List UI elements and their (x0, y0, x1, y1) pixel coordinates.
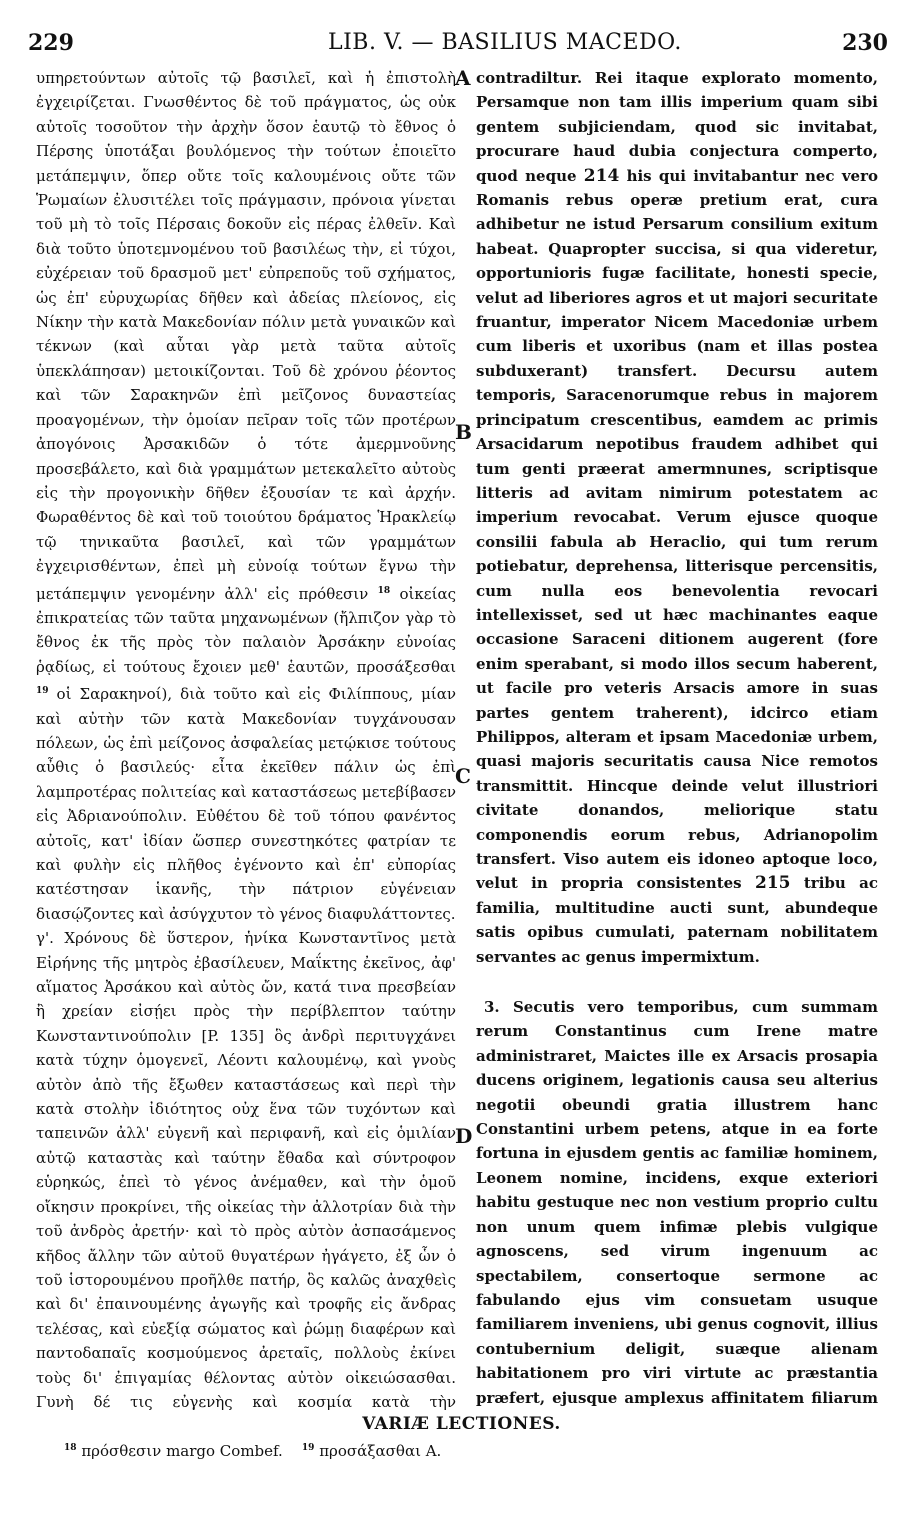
latin-text: tribu ac familia, multitudine aucti sunt, abundeque satis opibus cumulati, paternam nobilitatem servantes ac genus impermixtum. (476, 874, 878, 966)
latin-text: contradiltur. Rei itaque explorato momento, Persamque non tam illis imperium quam sibi gentem subjiciendam, quod sic invitabat, procurare haud dubia conjectura comperto, quod neque (476, 69, 878, 185)
greek-text: οἰκείας ἐπικρατείας τῶν ταῦτα μηχανωμένων (ἤλπιζον γὰρ τὸ ἔθνος ἐκ τῆς πρὸς τὸν παλαιὸν Ἀρσάκην εὐνοίας ῥᾳδίως, εἰ τούτους ἔχοιεν μεθ' ἑαυτῶν, προσάξεσθαι (36, 584, 456, 676)
margin-marker-a: A (455, 66, 471, 90)
margin-marker-d: D (455, 1124, 473, 1148)
latin-text: 3. Secutis vero temporibus, cum summam rerum Constantinus cum Irene matre administraret, Maictes ille ex Arsacis prosapia ducens originem, legationis causa seu alterius negotii obeundi gratia illustrem hanc Constantini urbem petens, atque in ea forte fortuna in ejusdem gentis ac familiæ hominem, Leonem nomine, incidens, exque exteriori habitu gestuque nec non vestium proprio cultu non unum quem infimæ plebis vulgique agnoscens, sed virum ingenuum ac spectabilem, consertoque sermone ac fabulando ejus vim consuetam usuque familiarem inveniens, ubi genus cognovit, illius contubernium deligit, suæque alienam habitationem pro viri virtute ac præstantia præfert, ejusque amplexus affinitatem filiarum (476, 998, 878, 1407)
footnote-mark: 19 (36, 686, 49, 697)
reference-number: 215 (754, 873, 791, 894)
greek-text: οἱ Σαρακηνοί), διὰ τοῦτο καὶ εἰς Φιλίππους, μίαν καὶ αὐτὴν τῶν κατὰ Μακεδονίαν τυγχάνουσαν πόλεων, ὡς ἐπὶ μείζονος ἀσφαλείας μετῴκισε τούτους αὖθις ὁ βασιλεύς· εἶτα ἐκεῖθεν πάλιν ὡς ἐπὶ λαμπροτέρας πολιτείας καὶ καταστάσεως μετεβίβασεν εἰς Ἀδριανούπολιν. Εὐθέτου δὲ τοῦ τόπου φανέντος αὐτοῖς, κατ' ἰδίαν ὥσπερ συνεστηκότες φατρίαν τε καὶ φυλὴν εἰς πλῆθος ἐγένοντο καὶ ἐπ' εὐπορίας κατέστησαν ἱκανῆς, τὴν πάτριον εὐγένειαν διασῴζοντες καὶ ἀσύγχυτον τὸ γένος διαφυλάττοντες. (36, 685, 456, 923)
latin-column (476, 66, 878, 1412)
page-number-left: 229 (28, 30, 74, 56)
latin-paragraph-1 (476, 66, 878, 969)
running-title: LIB. V. — BASILIUS MACEDO. (328, 30, 682, 55)
latin-text: his qui invitabantur nec vero Romanis rebus operæ pretium erat, cura adhibetur ne istud Persarum consilium exitum habeat. Quapropter succisa, si qua videretur, opportunioris fugæ facilitate, honesti specie, velut ad liberiores agros et ut majori securitate fruantur, imperator Nicem Macedoniæ urbem cum liberis et uxoribus (nam et illas postea subduxerant) transfert. Decursu autem temporis, Saracenorumque rebus in majorem principatum crescentibus, eamdem ac primis Arsacidarum nepotibus fraudem adhibet qui tum genti præerat amermnunes, scriptisque litteris ad avitam nimirum potestatem ac imperium revocabat. Verum ejusce quoque consilii fabula ab Heraclio, qui tum rerum potiebatur, deprehensa, litterisque percensitis, cum nulla eos benevolentia revocari intellexisset, sed ut hæc machinantes eaque occasione Saraceni ditionem augerent (fore enim sperabant, si modo illos secum haberent, ut facile pro veteris Arsacis amore in suas partes gentem traherent), idcirco etiam Philippos, alteram et ipsam Macedoniæ urbem, quasi majoris securitatis causa Nice remotos transmittit. Hincque deinde velut illustriori civitate donandos, meliorique statu componendis eorum rebus, Adrianopolim transfert. Viso autem eis idoneo aptoque loco, velut in propria consistentes (476, 166, 878, 893)
greek-text: γ'. Χρόνους δὲ ὕστερον, ἡνίκα Κωνσταντῖνος μετὰ Εἰρήνης τῆς μητρὸς ἐβασίλευεν, Μαΐκτης ἐκεῖνος, ἀφ' αἵματος Ἀρσάκου καὶ αὐτὸς ὤν, κατά τινα πρεσβείαν ἢ χρείαν εἰσῄει πρὸς τὴν περίβλεπτον ταύτην Κωνσταντινούπολιν [P. 135] ὃς ἀνδρὶ περιτυγχάνει κατὰ τύχην ὁμογενεῖ, Λέοντι καλουμένῳ, καὶ γνοὺς αὐτὸν ἀπὸ τῆς ἔξωθεν καταστάσεως καὶ περὶ τὴν κατὰ στολὴν ἰδιότητος οὐχ ἕνα τῶν τυχόντων καὶ ταπεινῶν ἀλλ' εὐγενῆ καὶ περιφανῆ, καὶ εἰς ὁμιλίαν αὐτῷ καταστὰς καὶ ταύτην ἔθαδα καὶ σύντροφον εὑρηκώς, ἐπεὶ τὸ γένος ἀνέμαθεν, καὶ τὴν ὁμοῦ οἴκησιν προκρίνει, τῆς οἰκείας τὴν ἀλλοτρίαν διὰ τὴν τοῦ ἀνδρὸς ἀρετήν· καὶ τὸ πρὸς αὐτὸν ἀσπασάμενος κῆδος ἄλλην τῶν αὐτοῦ θυγατέρων ἠγάγετο, ἐξ ὧν ὁ τοῦ ἱστορουμένου προῆλθε πατήρ, ὃς καλῶς ἀναχθεὶς καὶ δι' ἐπαινουμένης ἀγωγῆς καὶ τροφῆς εἰς ἄνδρας τελέσας, καὶ εὐεξίᾳ σώματος καὶ ῥώμῃ διαφέρων καὶ παντοδαπαῖς κοσμούμενος ἀρεταῖς, πολλοὺς ἐκίνει τοὺς δι' ἐπιγαμίας θέλοντας αὐτὸν οἰκειώσασθαι. Γυνὴ δέ τις εὐγενὴς καὶ κοσμία κατὰ τὴν (36, 929, 456, 1411)
footnote-mark: 18 (377, 585, 391, 596)
footnote-text: προσάξασθαι A. (319, 1442, 442, 1460)
page-number-right: 230 (842, 30, 888, 56)
reference-number: 214 (583, 165, 620, 186)
footnote-text: πρόσθεσιν margo Combef. (81, 1442, 283, 1460)
running-header (28, 30, 888, 64)
greek-paragraph-1 (36, 66, 456, 926)
greek-paragraph-2 (36, 926, 456, 1412)
variae-lectiones-heading: VARIÆ LECTIONES. (362, 1414, 561, 1434)
paragraph-gap (476, 969, 878, 995)
footnote-mark: 19 (301, 1443, 315, 1453)
margin-marker-c: C (455, 764, 471, 788)
latin-paragraph-2 (476, 995, 878, 1412)
greek-text: υπηρετούντων αὐτοῖς τῷ βασιλεῖ, καὶ ἡ ἐπιστολὴ ἐγχειρίζεται. Γνωσθέντος δὲ τοῦ πράγματος, ὡς οὐκ αὐτοῖς τοσοῦτον τὴν ἀρχὴν ὅσον ἑαυτῷ τὸ ἔθνος ὁ Πέρσης ὑποτάξαι βουλόμενος τὴν τούτων ἐποιεῖτο μετάπεμψιν, ὅπερ οὔτε τοῖς καλουμένοις οὔτε τῶν Ῥωμαίων ἐλυσιτέλει τοῖς πράγμασιν, πρόνοια γίνεται τοῦ μὴ τὸ τοῖς Πέρσαις δοκοῦν εἰς πέρας ἐλθεῖν. Καὶ διὰ τοῦτο ὑποτεμνομένου τοῦ βασιλέως τὴν, εἰ τύχοι, εὐχέρειαν τοῦ δρασμοῦ μετ' εὐπρεποῦς τοῦ σχήματος, ὡς ἐπ' εὐρυχωρίας δῆθεν καὶ ἀδείας πλείονος, εἰς Νίκην τὴν κατὰ Μακεδονίαν πόλιν μετὰ γυναικῶν καὶ τέκνων (καὶ αὗται γὰρ μετὰ ταῦτα αὐτοῖς ὑπεκλάπησαν) μετοικίζονται. Τοῦ δὲ χρόνου ῥέοντος καὶ τῶν Σαρακηνῶν ἐπὶ μεῖζονος δυναστείας προαγομένων, τὴν ὁμοίαν πεῖραν τοῖς τῶν προτέρων ἀπογόνοις Ἀρσακιδῶν ὁ τότε ἀμερμνοῦνης προσεβάλετο, καὶ διὰ γραμμάτων μετεκαλεῖτο αὐτοὺς εἰς τὴν προγονικὴν δῆθεν ἐξουσίαν τε καὶ ἀρχήν. Φωραθέντος δὲ καὶ τοῦ τοιούτου δράματος Ἡρακλείῳ τῷ τηνικαῦτα βασιλεῖ, καὶ τῶν γραμμάτων ἐγχειρισθέντων, ἐπεὶ μὴ εὐνοίᾳ τούτων ἔγνω τὴν μετάπεμψιν γενομένην ἀλλ' εἰς πρόθεσιν (36, 69, 456, 603)
margin-marker-b: B (455, 420, 472, 444)
footnote-mark: 18 (64, 1443, 77, 1453)
greek-column (36, 66, 456, 1412)
variae-lectiones-notes (64, 1442, 884, 1460)
